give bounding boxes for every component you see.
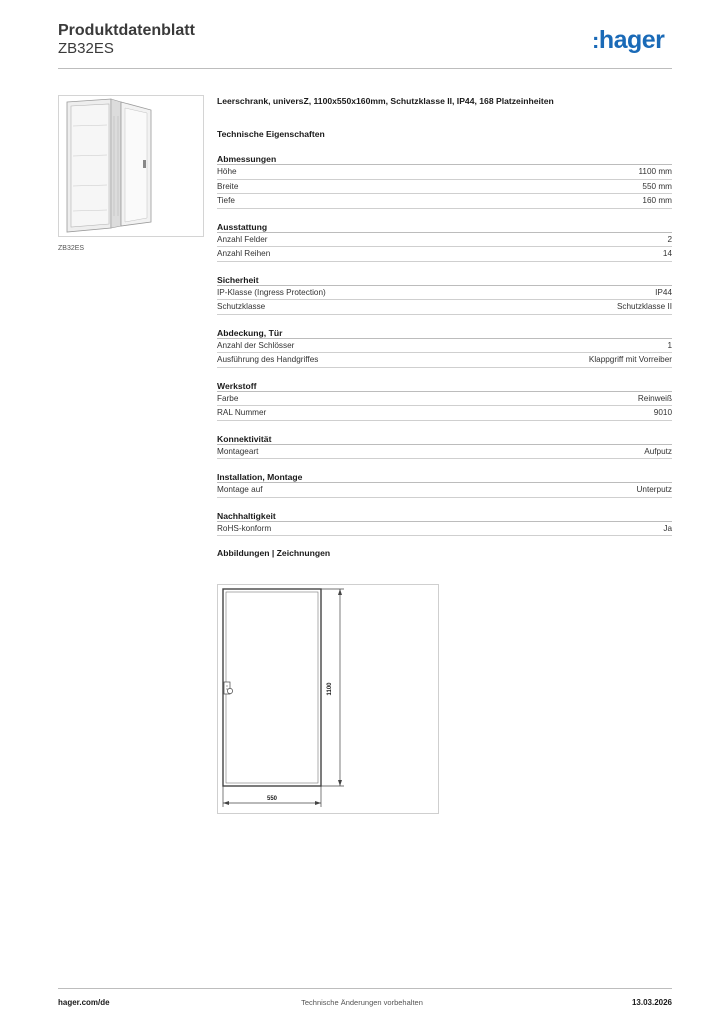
spec-group-title: Konnektivität [217, 433, 672, 445]
spec-row [217, 522, 672, 537]
spec-row [217, 392, 672, 407]
spec-value: 1100 mm [638, 167, 672, 176]
technical-drawing [217, 584, 439, 814]
spec-value: 160 mm [642, 196, 672, 205]
spec-label: Höhe [217, 167, 237, 176]
spec-groups [217, 153, 672, 536]
spec-label: IP-Klasse (Ingress Protection) [217, 287, 326, 297]
spec-label: Schutzklasse [217, 302, 266, 311]
spec-group [217, 433, 672, 460]
spec-value: Klappgriff mit Vorreiber [588, 355, 672, 364]
spec-group [217, 327, 672, 368]
spec-value: Ja [663, 523, 672, 533]
logo-text: hager [598, 26, 665, 54]
spec-group [217, 274, 672, 315]
spec-content [217, 95, 672, 558]
spec-value: Aufputz [644, 446, 672, 456]
footer-divider [58, 988, 672, 989]
product-thumbnail [58, 95, 204, 237]
spec-row [217, 483, 672, 498]
spec-value: 1 [667, 340, 672, 350]
spec-group-title: Nachhaltigkeit [217, 510, 672, 522]
spec-row [217, 180, 672, 195]
spec-label: Anzahl Felder [217, 234, 268, 244]
spec-label: Montageart [217, 446, 259, 456]
spec-group [217, 510, 672, 537]
spec-value: 14 [662, 249, 672, 258]
spec-group [217, 153, 672, 209]
spec-value: 9010 [653, 408, 672, 417]
spec-label: Anzahl der Schlösser [217, 340, 295, 350]
footer-date: 13.03.2026 [631, 998, 672, 1007]
spec-row [217, 406, 672, 421]
spec-group [217, 221, 672, 262]
spec-label: Anzahl Reihen [217, 249, 271, 258]
thumbnail-caption: ZB32ES [58, 245, 85, 252]
spec-label: Farbe [217, 393, 239, 403]
spec-group-title: Installation, Montage [217, 471, 672, 483]
spec-row [217, 339, 672, 354]
spec-group-title: Ausstattung [217, 221, 672, 233]
spec-group-title: Werkstoff [217, 380, 672, 392]
spec-row [217, 194, 672, 209]
spec-value: Schutzklasse II [616, 302, 672, 311]
height-label: 1100 [327, 682, 333, 696]
spec-label: Tiefe [217, 196, 235, 205]
spec-label: RoHS-konform [217, 523, 272, 533]
spec-label: RAL Nummer [217, 408, 267, 417]
footer-disclaimer: Technische Änderungen vorbehalten [301, 998, 423, 1007]
spec-row [217, 300, 672, 315]
images-heading: Abbildungen | Zeichnungen [217, 548, 331, 558]
spec-group-title: Abdeckung, Tür [217, 327, 672, 339]
spec-value: Unterputz [636, 485, 672, 494]
spec-value: 550 mm [642, 181, 672, 191]
spec-label: Breite [217, 181, 239, 191]
spec-label: Ausführung des Handgriffes [217, 355, 319, 364]
spec-row [217, 233, 672, 248]
header-divider [58, 68, 672, 69]
spec-group-title: Sicherheit [217, 274, 672, 286]
spec-row [217, 445, 672, 460]
spec-value: IP44 [655, 287, 672, 297]
spec-row [217, 286, 672, 301]
spec-row [217, 353, 672, 368]
spec-group-title: Abmessungen [217, 153, 672, 165]
spec-group [217, 380, 672, 421]
drawing-door-outline [223, 589, 321, 786]
spec-row [217, 247, 672, 262]
product-code: ZB32ES [58, 40, 114, 57]
page-title: Produktdatenblatt [58, 22, 195, 39]
spec-value: 2 [667, 234, 672, 244]
product-description: Leerschrank, universZ, 1100x550x160mm, Schutzklasse II, IP44, 168 Platzeinheiten [217, 96, 554, 106]
spec-group [217, 471, 672, 498]
spec-row [217, 165, 672, 180]
spec-value: Reinweiß [637, 393, 672, 403]
tech-properties-heading: Technische Eigenschaften [217, 129, 325, 139]
width-label: 550 [266, 796, 278, 802]
footer-website-link[interactable]: hager.com/de [58, 998, 110, 1007]
hager-logo[interactable]: :hager [592, 26, 665, 54]
spec-label: Montage auf [217, 485, 263, 494]
